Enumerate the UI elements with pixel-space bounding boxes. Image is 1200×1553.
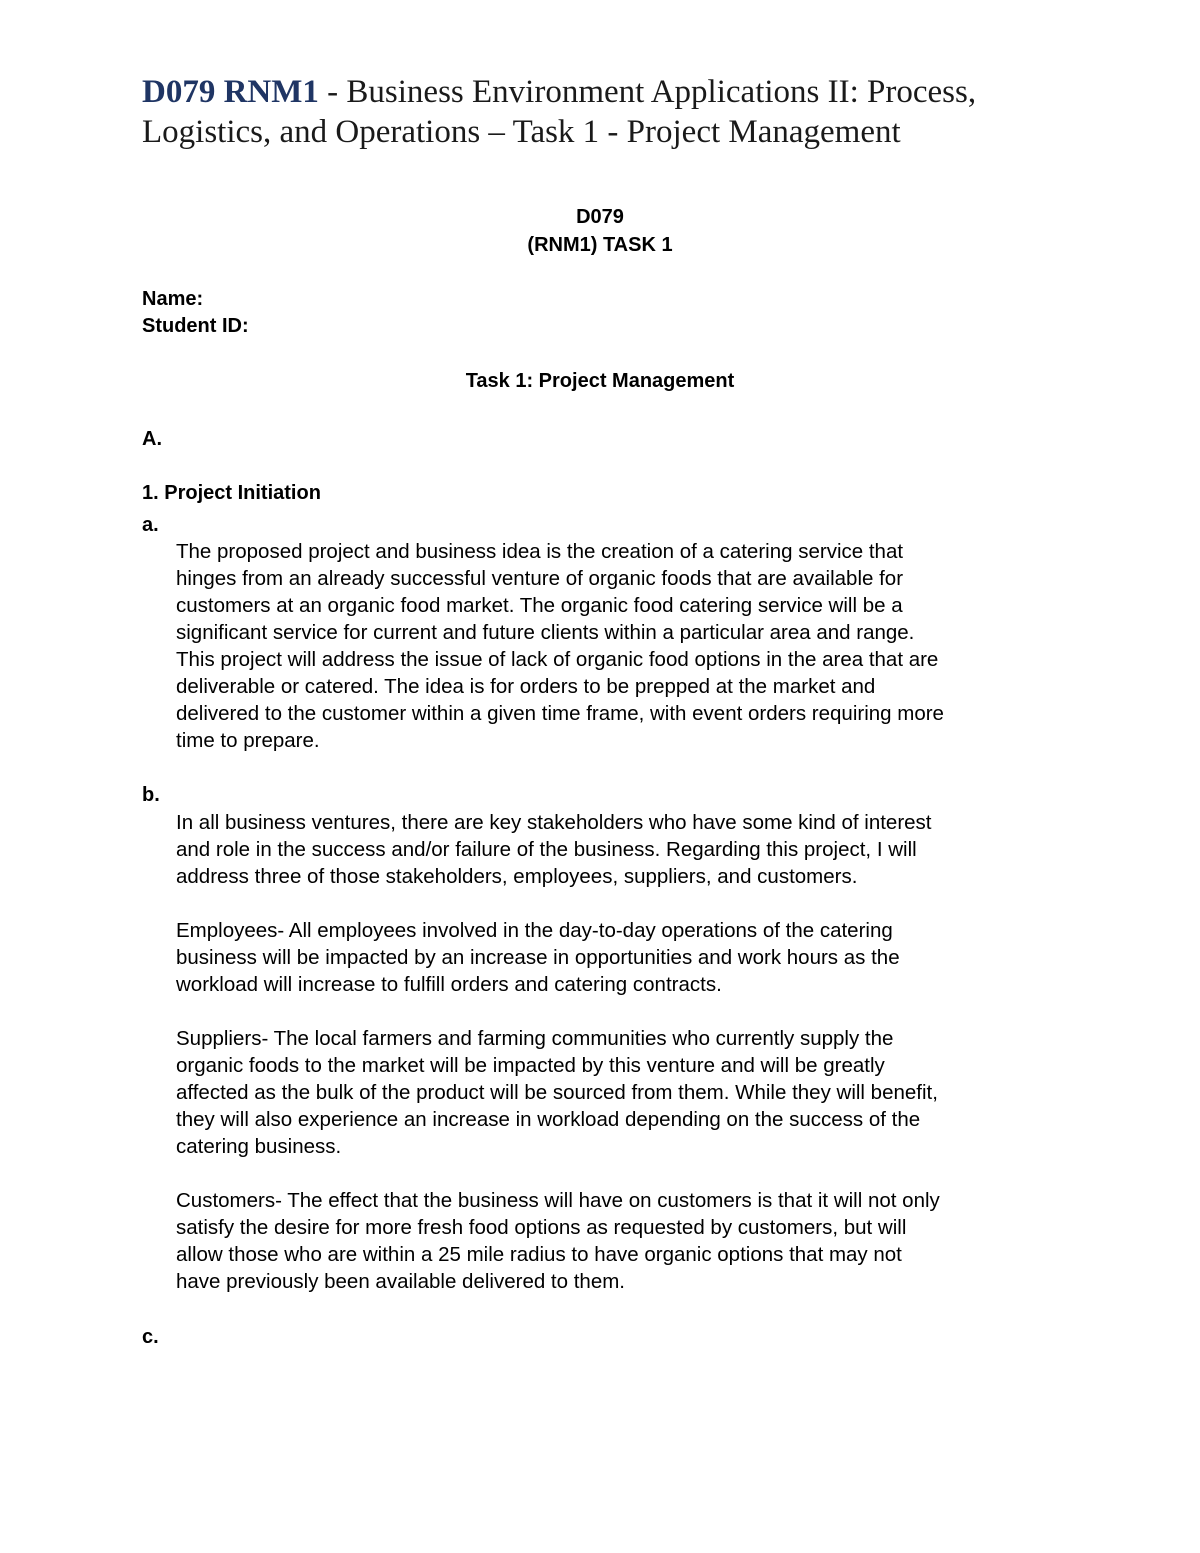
paragraph-line: business will be impacted by an increase in opportunities and work hours as the (176, 946, 900, 969)
paragraph-line: satisfy the desire for more fresh food options as requested by customers, but will (176, 1216, 907, 1239)
paragraph-line: workload will increase to fulfill orders and catering contracts. (176, 973, 722, 996)
cover-line-2: (RNM1) TASK 1 (527, 234, 673, 256)
paragraph-line: affected as the bulk of the product will be sourced from them. While they will benefit, (176, 1081, 938, 1104)
document-title (142, 72, 1072, 152)
paragraph-line: Employees- All employees involved in the day-to-day operations of the catering (176, 919, 893, 942)
paragraph-line: address three of those stakeholders, employees, suppliers, and customers. (176, 865, 858, 888)
suppliers-paragraph (176, 1025, 1076, 1160)
paragraph-line: they will also experience an increase in workload depending on the success of the (176, 1108, 921, 1131)
paragraph-line: and role in the success and/or failure of the business. Regarding this project, I will (176, 838, 917, 861)
item-c-label: c. (142, 1326, 159, 1348)
paragraph-line: In all business ventures, there are key stakeholders who have some kind of interest (176, 811, 932, 834)
task-heading: Task 1: Project Management (465, 370, 735, 392)
item-a-paragraph (176, 538, 1076, 754)
cover-line-1: D079 (576, 206, 624, 228)
paragraph-line: Customers- The effect that the business will have on customers is that it will not only (176, 1189, 940, 1212)
paragraph-line: significant service for current and future clients within a particular area and range. (176, 621, 915, 644)
employees-paragraph (176, 917, 1076, 998)
paragraph-line: delivered to the customer within a given time frame, with event orders requiring more (176, 702, 944, 725)
paragraph-line: allow those who are within a 25 mile radius to have organic options that may not (176, 1243, 902, 1266)
name-label: Name: (142, 288, 204, 310)
item-b-intro-paragraph (176, 809, 1076, 890)
project-initiation-heading: 1. Project Initiation (142, 482, 321, 504)
student-id-label: Student ID: (142, 315, 249, 337)
title-text: - Business Environment Applications II: Process, Logistics, and Operations – Task 1 - Project Management (142, 74, 977, 150)
paragraph-line: organic foods to the market will be impacted by this venture and will be greatly (176, 1054, 885, 1077)
paragraph-line: customers at an organic food market. The organic food catering service will be a (176, 594, 903, 617)
paragraph-line: deliverable or catered. The idea is for orders to be prepped at the market and (176, 675, 876, 698)
paragraph-line: time to prepare. (176, 729, 320, 752)
paragraph-line: have previously been available delivered to them. (176, 1270, 625, 1293)
paragraph-line: catering business. (176, 1135, 342, 1158)
item-a-label: a. (142, 514, 159, 536)
customers-paragraph (176, 1187, 1076, 1295)
course-code: D079 RNM1 (142, 74, 319, 110)
paragraph-line: Suppliers- The local farmers and farming communities who currently supply the (176, 1027, 894, 1050)
paragraph-line: This project will address the issue of lack of organic food options in the area that are (176, 648, 939, 671)
item-b-label: b. (142, 784, 160, 806)
section-a-label: A. (142, 428, 162, 450)
paragraph-line: The proposed project and business idea is the creation of a catering service that (176, 540, 904, 563)
paragraph-line: hinges from an already successful venture of organic foods that are available for (176, 567, 904, 590)
